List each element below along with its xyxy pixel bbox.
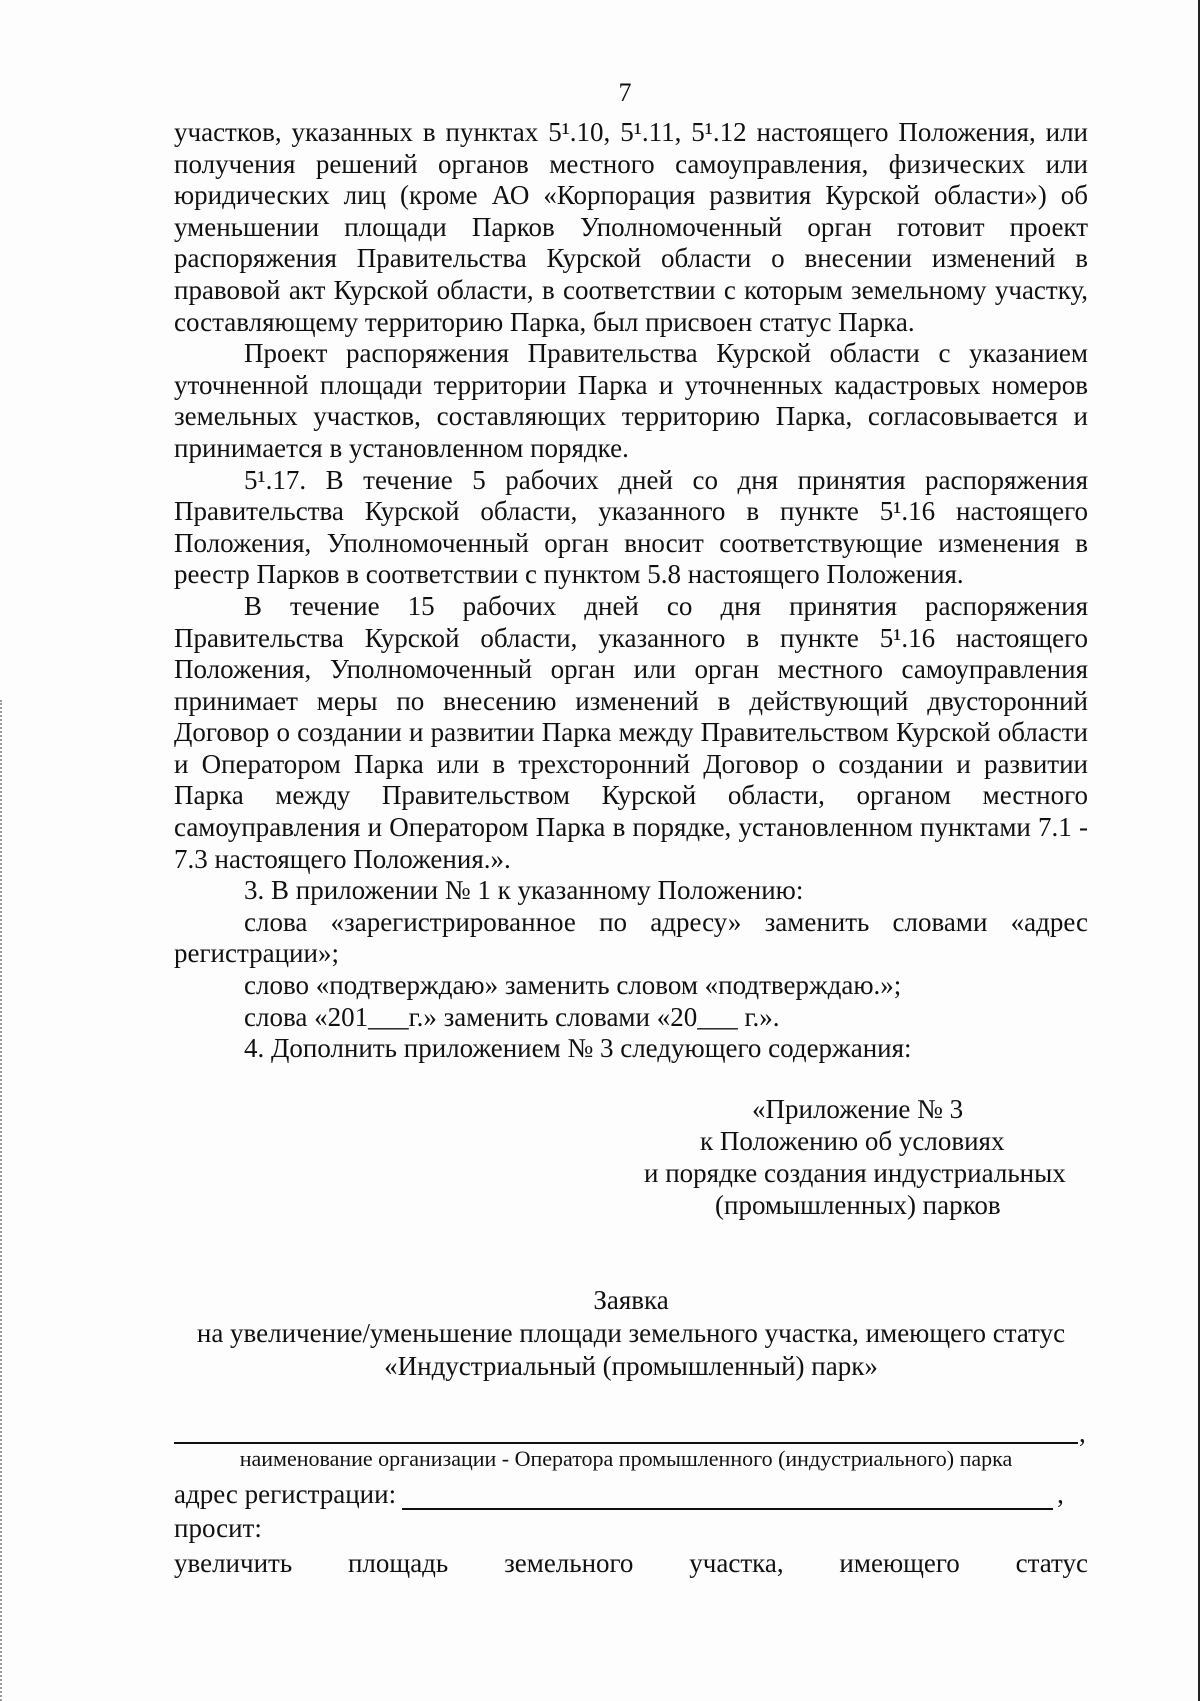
appendix-header-line-2: к Положению об условиях — [700, 1126, 1005, 1156]
paragraph-8: слова «201___г.» заменить словами «20___ г.». — [244, 1001, 780, 1032]
last-row-word-3: земельного — [504, 1548, 634, 1578]
application-subtitle-line-1: на увеличение/уменьшение площади земельного участка, имеющего статус — [196, 1318, 1066, 1348]
address-row — [174, 1478, 1064, 1510]
paragraph-6: слова «зарегистрированное по адресу» заменить словами «адрес регистрации»; — [174, 906, 1088, 969]
document-body — [174, 117, 1088, 1065]
paragraph-4: В течение 15 рабочих дней со дня принятия распоряжения Правительства Курской области, указанного в пункте 5¹.16 настоящего Положения, Уполномоченный орган или орган местного самоуправления принимает меры по внесению изменений в действующий двусторонний Договор о создании и развитии Парка между Правительством Курской области и Оператором Парка или в трехсторонний Договор о создании и развитии Парка между Правительством Курской области, органом местного самоуправления и Оператором Парка в порядке, установленном пунктами 7.1 - 7.3 настоящего Положения.». — [174, 590, 1088, 874]
appendix-header-line-3: и порядке создания индустриальных — [644, 1158, 1066, 1188]
address-blank-line — [402, 1480, 1053, 1510]
appendix-header — [640, 1093, 1090, 1221]
last-row-word-1: увеличить — [174, 1548, 293, 1578]
last-row-word-6: статус — [1015, 1548, 1088, 1578]
address-comma: , — [1057, 1479, 1064, 1509]
paragraph-1: участков, указанных в пунктах 5¹.10, 5¹.11, 5¹.12 настоящего Положения, или получения решений органов местного самоуправления, физических или юридических лиц (кроме АО «Корпорация развития Курской области») об уменьшении площади Парков Уполномоченный орган готовит проект распоряжения Правительства Курской области о внесении изменений в правовой акт Курской области, в соответствии с которым земельному участку, составляющему территорию Парка, был присвоен статус Парка. — [174, 117, 1088, 337]
organization-caption: наименование организации - Оператора промышленного (индустриального) парка — [239, 1446, 1013, 1471]
appendix-header-line-4: (промышленных) парков — [715, 1190, 1001, 1220]
application-subtitle-line-2: «Индустриальный (промышленный) парк» — [384, 1351, 878, 1381]
address-label: адрес регистрации: — [174, 1479, 397, 1509]
paragraph-9: 4. Дополнить приложением № 3 следующего содержания: — [244, 1033, 912, 1064]
scan-left-margin-dots — [0, 700, 4, 1701]
page-number: 7 — [618, 78, 632, 107]
paragraph-7: слово «подтверждаю» заменить словом «подтверждаю.»; — [244, 970, 902, 1001]
organization-line-comma: , — [1079, 1418, 1086, 1448]
last-row-word-4: участка, — [689, 1548, 784, 1578]
last-row-word-2: площадь — [347, 1548, 449, 1578]
last-row-word-5: имеющего — [839, 1548, 960, 1578]
paragraph-5: 3. В приложении № 1 к указанному Положению: — [244, 875, 804, 906]
paragraph-3: 5¹.17. В течение 5 рабочих дней со дня принятия распоряжения Правительства Курской области, указанного в пункте 5¹.16 настоящего Положения, Уполномоченный орган вносит соответствующие изменения в реестр Парков в соответствии с пунктом 5.8 настоящего Положения. — [174, 464, 1088, 590]
application-title: Заявка — [593, 1285, 669, 1315]
organization-name-line — [174, 1442, 1078, 1444]
last-row — [174, 1547, 1088, 1579]
application-subtitle — [174, 1317, 1088, 1383]
paragraph-2: Проект распоряжения Правительства Курской области с указанием уточненной площади территории Парка и уточненных кадастровых номеров земельных участков, составляющих территорию Парка, согласовывается и принимается в установленном порядке. — [174, 338, 1088, 463]
asks-label: просит: — [174, 1513, 262, 1543]
appendix-header-line-1: «Приложение № 3 — [752, 1094, 964, 1124]
